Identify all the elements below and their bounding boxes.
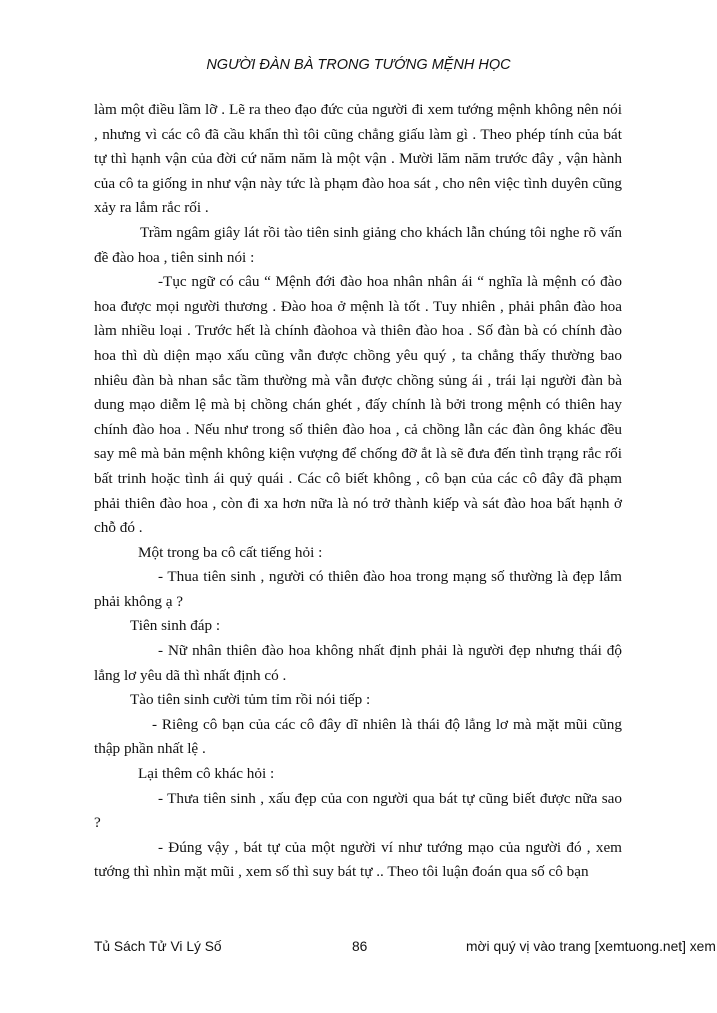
footer-book-series: Tủ Sách Tử Vi Lý Số xyxy=(94,939,222,954)
page-number: 86 xyxy=(352,939,368,954)
paragraph: - Riêng cô bạn của các cô đây dĩ nhiên là thái độ lẳng lơ mà mặt mũi cũng thập phần nhất lệ . xyxy=(94,715,622,758)
paragraph: - Thua tiên sinh , người có thiên đào hoa trong mạng số thường là đẹp lắm phải không ạ ? xyxy=(94,568,622,610)
paragraph: - Thưa tiên sinh , xấu đẹp của con người qua bát tự cũng biết được nữa sao ? xyxy=(94,789,622,832)
paragraph: Một trong ba cô cất tiếng hỏi : xyxy=(138,543,323,561)
page-header-title: NGƯỜI ĐÀN BÀ TRONG TƯỚNG MỆNH HỌC xyxy=(206,57,511,73)
paragraph: - Đúng vậy , bát tự của một người ví như tướng mạo của người đó , xem tướng thì nhìn mặt mũi , xem số thì suy bát tự .. Theo tôi luận đoán qua số cô bạn xyxy=(94,838,622,881)
paragraph: làm một điều lầm lỡ . Lẽ ra theo đạo đức của người đi xem tướng mệnh không nên nói , nhưng vì các cô đã cầu khẩn thì tôi cũng chẳng giấu làm gì . Theo phép tính của bát tự thì hạnh vận của đời cứ năm năm là một vận . Mười lăm năm trước đây , vận hành của cô ta giống in như vận này tức là phạm đào hoa sát , cho nên việc tình duyên cũng xảy ra lắm rắc rối . xyxy=(94,101,622,217)
paragraph: Tào tiên sinh cười tủm tỉm rồi nói tiếp : xyxy=(130,691,371,709)
paragraph: Tiên sinh đáp : xyxy=(130,617,221,635)
footer-website-note: mời quý vị vào trang [xemtuong.net] xem xyxy=(466,939,716,954)
paragraph: -Tục ngữ có câu “ Mệnh đới đào hoa nhân nhân ái “ nghĩa là mệnh có đào hoa được mọi người thương . Đào hoa ở mệnh là tốt . Tuy nhiên , phải phân đào hoa làm nhiều loại . Trước hết là chính đàohoa và thiên đào hoa . Số đàn bà có chính đào hoa thì dù diện mạo xấu cũng vẫn được chồng yêu quý , ta chẳng thấy thường bao nhiêu đàn bà nhan sắc tầm thường mà vẫn được chồng sủng ái , trái lại người đàn bà dung mạo diễm lệ mà bị chồng chán ghét , đấy chính là bởi trong mệnh có thiên hay chính đào hoa . Nếu như trong số thiên đào hoa , cả chồng lẫn các đàn ông khác đều say mê mà bản mệnh không kiện vượng để chống đỡ ắt là sẽ đưa đến tình trạng rắc rối bất trinh hoặc tình ái quỷ quái . Các cô biết không , cô bạn của các cô đây đã phạm phải thiên đào hoa , còn đi xa hơn nữa là nó trở thành kiếp và sát đào hoa bất hạnh ở chỗ đó . xyxy=(94,273,622,537)
paragraph: Lại thêm cô khác hỏi : xyxy=(138,765,275,783)
paragraph: Trầm ngâm giây lát rồi tào tiên sinh giảng cho khách lẫn chúng tôi nghe rõ vấn đề đào hoa , tiên sinh nói : xyxy=(94,223,622,266)
body-text xyxy=(94,98,622,885)
paragraph: - Nữ nhân thiên đào hoa không nhất định phải là người đẹp nhưng thái độ lẳng lơ yêu dã thì nhất định có . xyxy=(94,642,622,684)
